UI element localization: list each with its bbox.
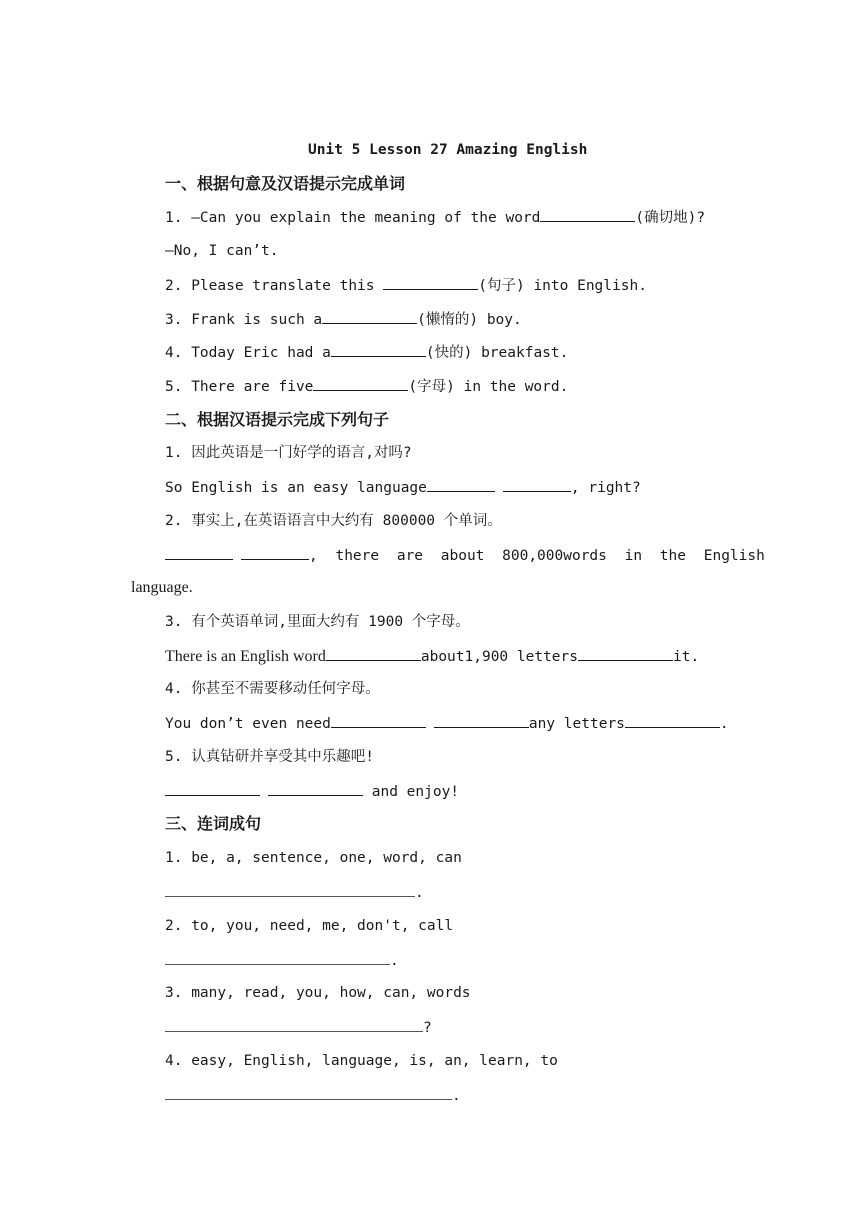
s2-q5-chinese: 5. 认真钻研并享受其中乐趣吧! (165, 749, 374, 765)
s2-q2-mid: , there are about 800,000words in the English (309, 548, 765, 564)
s3-item-2-end: . (390, 953, 399, 969)
s2-q2-blank-2[interactable] (241, 545, 309, 560)
s2-q4-blank-1[interactable] (331, 713, 426, 728)
s3-item-2-line[interactable] (165, 950, 390, 965)
s3-item-4-answer (165, 1085, 461, 1106)
s2-q1-blank-1[interactable] (427, 477, 495, 492)
section-3-heading: 三、连词成句 (165, 814, 262, 833)
s2-q2-chinese: 2. 事实上,在英语语言中大约有 800000 个单词。 (165, 513, 502, 529)
s2-q5-suffix: and enjoy! (363, 784, 460, 800)
s3-item-2-words: 2. to, you, need, me, don't, call (165, 918, 454, 934)
s1-q2-blank[interactable] (383, 275, 478, 290)
s3-item-4-words: 4. easy, English, language, is, an, learn, to (165, 1053, 558, 1069)
s2-q1-chinese: 1. 因此英语是一门好学的语言,对吗? (165, 445, 412, 461)
s1-q4-prefix: 4. Today Eric had a (165, 345, 331, 361)
s2-question-1 (165, 477, 641, 498)
s3-item-1-words: 1. be, a, sentence, one, word, can (165, 850, 462, 866)
s2-q5-blank-2[interactable] (268, 781, 363, 796)
s1-q1-blank[interactable] (540, 207, 635, 222)
s2-question-4 (165, 713, 729, 734)
s2-question-2 (165, 545, 765, 566)
s1-question-1 (165, 207, 705, 228)
s2-q4-part-a: You don’t even need (165, 716, 331, 732)
s3-item-1-end: . (415, 885, 424, 901)
s2-q3-part-b: about1,900 letters (420, 649, 578, 665)
s3-item-4-end: . (452, 1088, 461, 1104)
s1-q5-prefix: 5. There are five (165, 379, 314, 395)
s2-q3-part-c: it. (673, 649, 700, 665)
s1-q1-prefix: 1. —Can you explain the meaning of the word (165, 210, 541, 226)
s1-q5-blank[interactable] (313, 376, 408, 391)
s2-q1-prefix: So English is an easy language (165, 480, 427, 496)
s2-q1-suffix: , right? (570, 480, 641, 496)
page-title: Unit 5 Lesson 27 Amazing English (308, 142, 588, 158)
s2-q2-blank-1[interactable] (165, 545, 233, 560)
s2-q3-chinese: 3. 有个英语单词,里面大约有 1900 个字母。 (165, 614, 470, 630)
s2-q4-part-c: . (719, 716, 729, 732)
section-2-heading: 二、根据汉语提示完成下列句子 (165, 410, 390, 429)
s2-q5-blank-1[interactable] (165, 781, 260, 796)
s1-question-5 (165, 376, 568, 397)
s3-item-1-answer (165, 882, 424, 903)
s1-q3-prefix: 3. Frank is such a (165, 312, 323, 328)
s1-q4-blank[interactable] (331, 342, 426, 357)
s3-item-3-end: ? (423, 1020, 432, 1036)
s1-q3-hint: (懒惰的) boy. (417, 312, 522, 328)
s2-q4-blank-2[interactable] (434, 713, 529, 728)
s1-question-4 (165, 342, 568, 363)
s2-q3-blank-1[interactable] (326, 646, 421, 661)
s2-q4-part-b: any letters (528, 716, 625, 732)
section-1-heading: 一、根据句意及汉语提示完成单词 (165, 174, 406, 193)
s1-q1-reply: —No, I can’t. (165, 243, 279, 259)
s2-q4-blank-3[interactable] (625, 713, 720, 728)
s2-q3-blank-2[interactable] (578, 646, 673, 661)
s2-question-5 (165, 781, 459, 802)
s1-q3-blank[interactable] (322, 309, 417, 324)
s2-q4-chinese: 4. 你甚至不需要移动任何字母。 (165, 681, 380, 697)
s2-question-3 (165, 646, 699, 667)
s1-question-3 (165, 309, 522, 330)
s1-q4-hint: (快的) breakfast. (425, 345, 569, 361)
s1-question-2 (165, 275, 647, 296)
s3-item-3-words: 3. many, read, you, how, can, words (165, 985, 471, 1001)
s1-q5-hint: (字母) in the word. (408, 379, 569, 395)
s1-q2-hint: (句子) into English. (478, 278, 647, 294)
s3-item-4-line[interactable] (165, 1085, 452, 1100)
s1-q2-prefix: 2. Please translate this (165, 278, 384, 294)
s3-item-2-answer (165, 950, 399, 971)
s2-q2-tail: language. (131, 579, 193, 596)
s1-q1-hint: (确切地)? (635, 210, 706, 226)
s2-q1-blank-2[interactable] (503, 477, 571, 492)
s2-q3-part-a: There is an English word (165, 648, 326, 665)
s3-item-1-line[interactable] (165, 882, 415, 897)
s3-item-3-line[interactable] (165, 1017, 423, 1032)
s3-item-3-answer (165, 1017, 432, 1038)
